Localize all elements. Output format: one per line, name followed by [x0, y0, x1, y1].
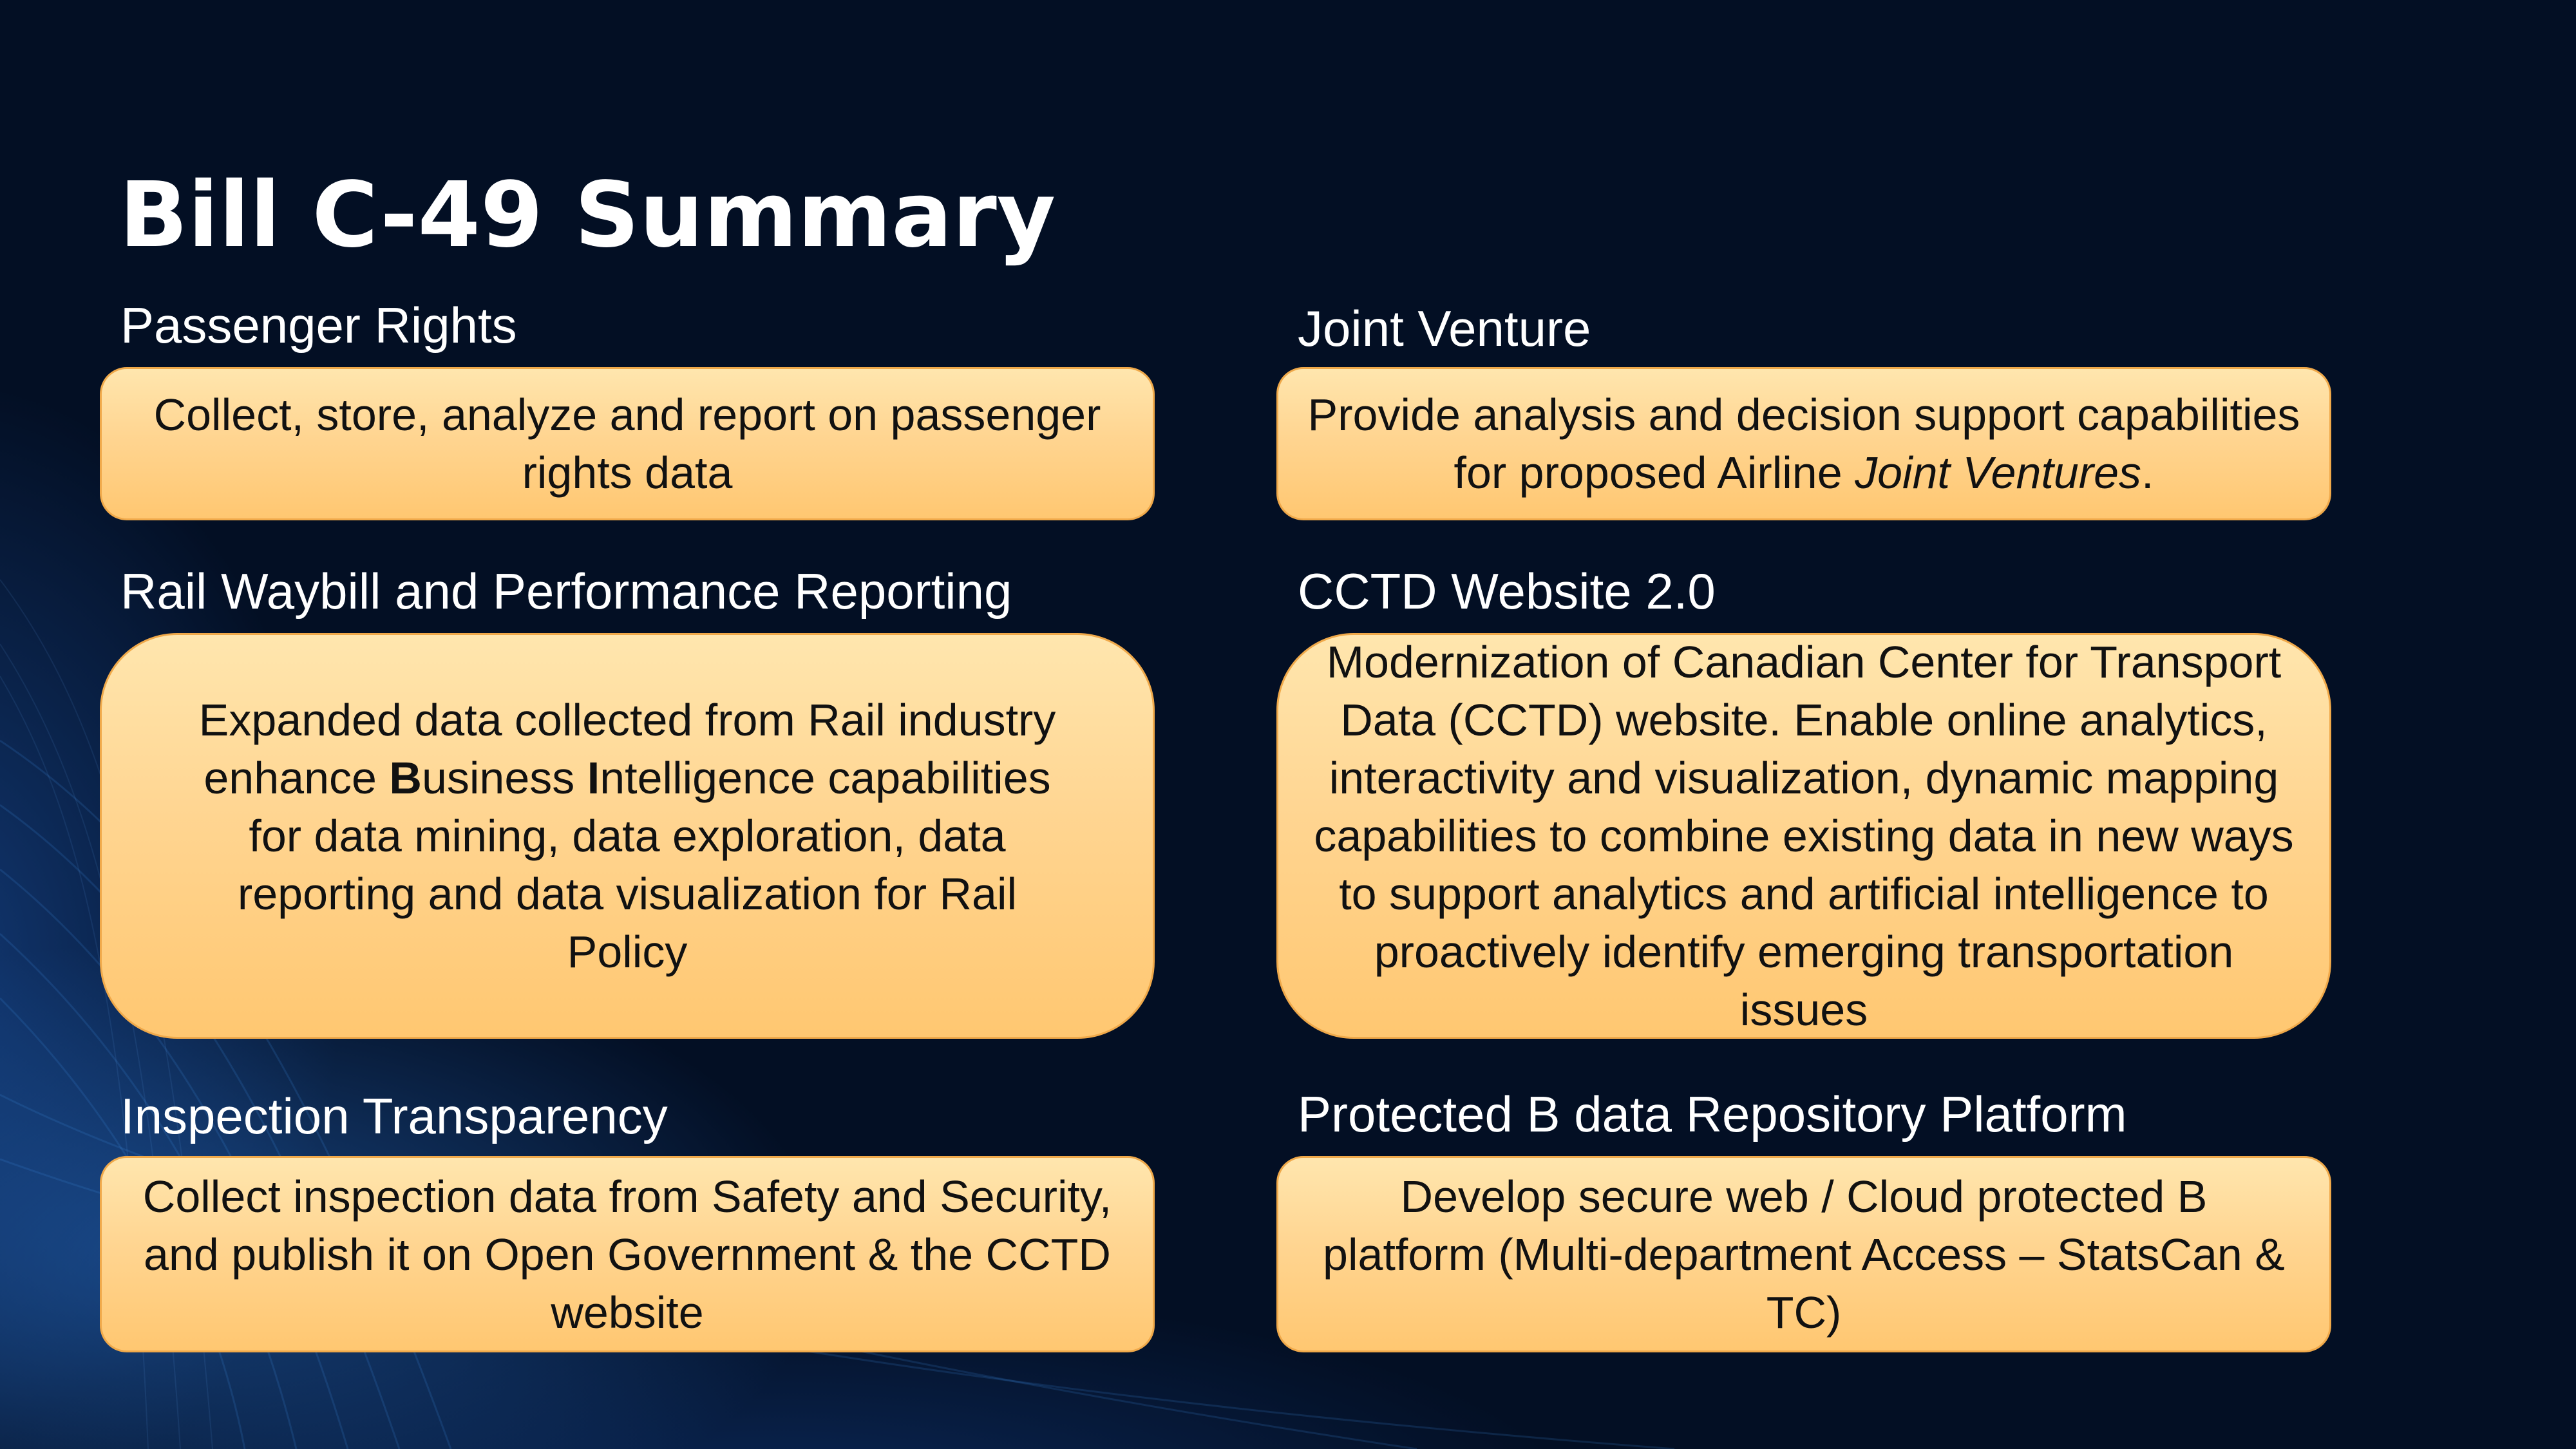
- heading-passenger-rights: Passenger Rights: [120, 297, 517, 354]
- card-passenger-rights-text: Collect, store, analyze and report on passenger rights data: [153, 390, 1101, 498]
- card-joint-venture-text: [1304, 386, 2304, 502]
- card-protected-b: [1276, 1156, 2331, 1352]
- heading-protected-b: Protected B data Repository Platform: [1298, 1086, 2127, 1142]
- slide-title: Bill C-49 Summary: [119, 163, 1056, 268]
- card-rail-waybill: [100, 633, 1155, 1039]
- card-rail-waybill-text-end: ntelligence capabilities for data mining, data exploration, data reporting and data visualization for Rail Policy: [237, 753, 1051, 977]
- card-inspection-transparency: [100, 1156, 1155, 1352]
- card-rail-waybill-bold-i: I: [587, 753, 600, 803]
- heading-inspection-transparency: Inspection Transparency: [120, 1088, 668, 1144]
- card-joint-venture-text-main: Provide analysis and decision support capabilities for proposed Airline: [1307, 390, 2300, 498]
- heading-rail-waybill: Rail Waybill and Performance Reporting: [120, 563, 1012, 620]
- card-cctd-website-text: Modernization of Canadian Center for Transport Data (CCTD) website. Enable online analytics, interactivity and visualization, dynamic mapping capabilities to combine existing data in new ways to support analytics and artificial intelligence to proactively identify emerging transportation issues: [1314, 637, 2294, 1035]
- heading-cctd-website: CCTD Website 2.0: [1298, 563, 1716, 620]
- card-joint-venture-text-end: .: [2141, 448, 2154, 498]
- card-rail-waybill-text-start: Expanded data collected from Rail industry enhance: [198, 695, 1056, 803]
- card-rail-waybill-text: [173, 691, 1082, 981]
- card-joint-venture-emphasis: Joint Ventures: [1855, 448, 2142, 498]
- card-inspection-transparency-text: Collect inspection data from Safety and Security, and publish it on Open Government & the CCTD website: [142, 1171, 1112, 1338]
- card-joint-venture: [1276, 367, 2331, 520]
- card-rail-waybill-text-mid: usiness: [421, 753, 587, 803]
- card-protected-b-text: Develop secure web / Cloud protected B platform (Multi-department Access – StatsCan & TC): [1323, 1171, 2285, 1338]
- card-passenger-rights: [100, 367, 1155, 520]
- card-rail-waybill-bold-b: B: [389, 753, 422, 803]
- heading-joint-venture: Joint Venture: [1298, 300, 1591, 357]
- card-cctd-website: [1276, 633, 2331, 1039]
